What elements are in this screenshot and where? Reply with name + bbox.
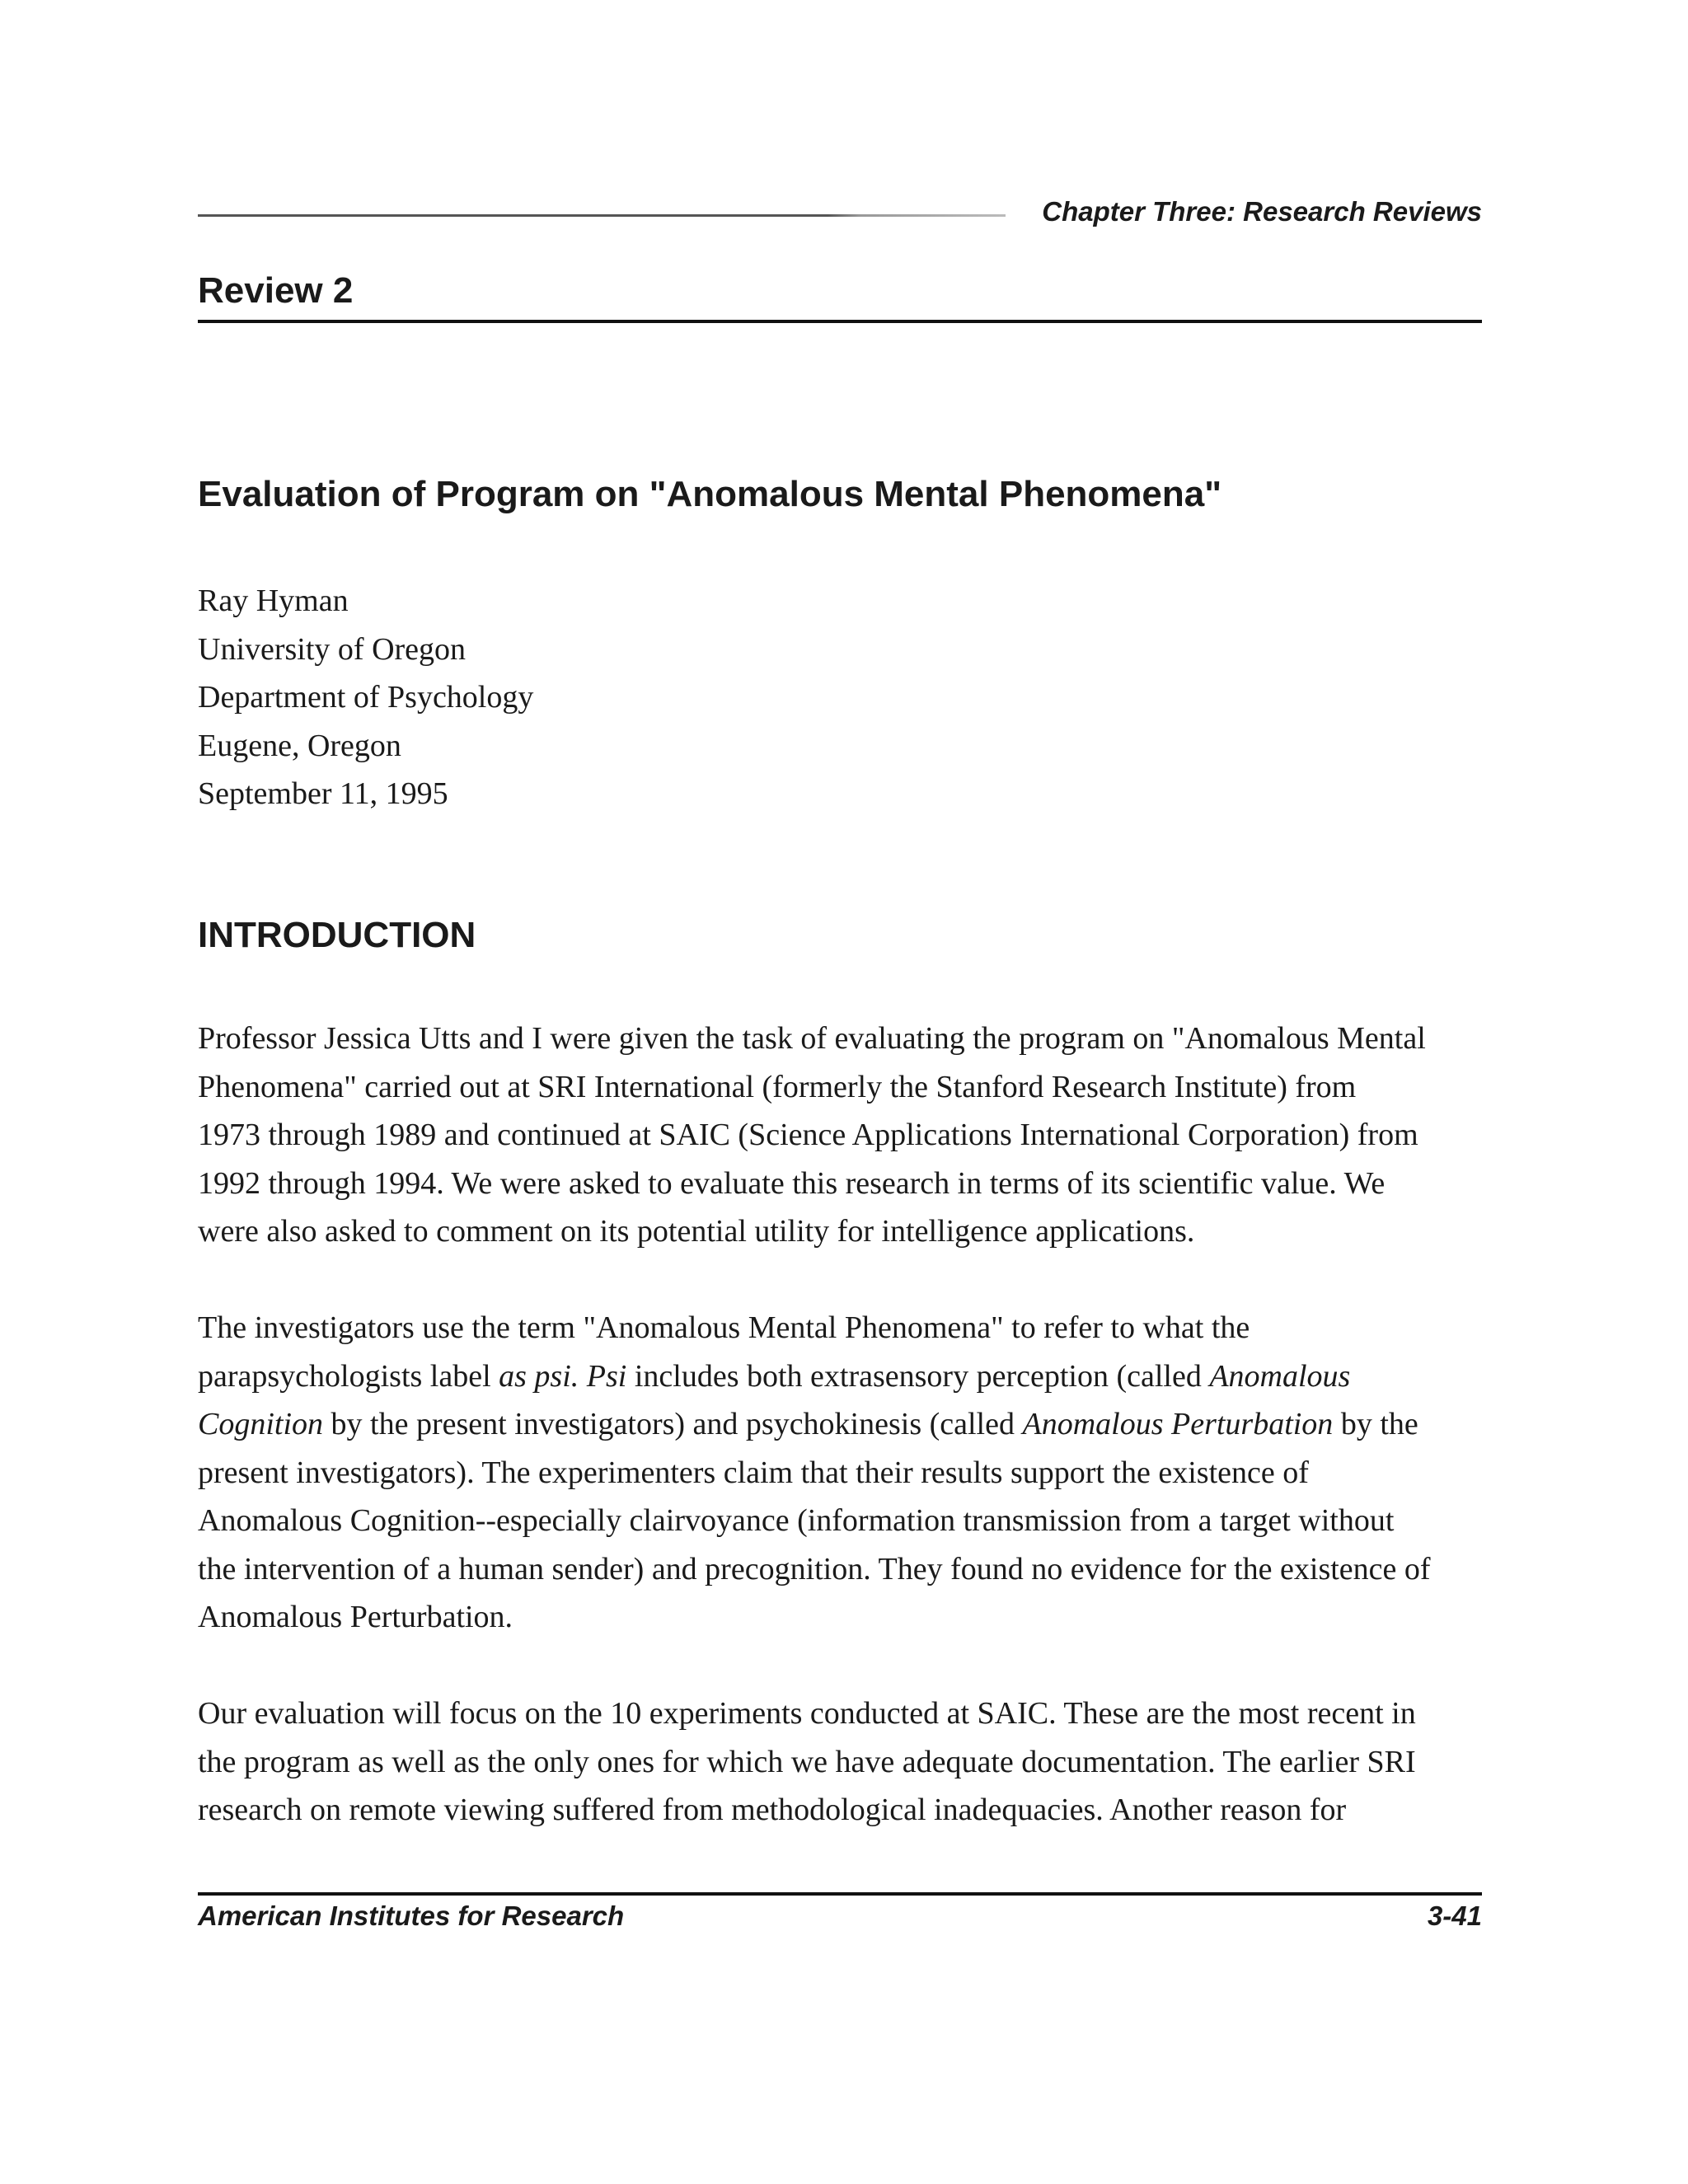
author-block — [198, 577, 533, 818]
text-run: by the present investigators) and psychokinesis (called — [323, 1407, 1023, 1441]
text-run: parapsychologists label — [198, 1358, 499, 1394]
document-date: September 11, 1995 — [198, 776, 448, 811]
page-number: 3-41 — [1427, 1900, 1482, 1931]
text-line: 1973 through 1989 and continued at SAIC (Science Applications International Corporation) from — [198, 1118, 1418, 1152]
text-line: Professor Jessica Utts and I were given the task of evaluating the program on "Anomalous Mental — [198, 1021, 1426, 1056]
text-line: the program as well as the only ones for which we have adequate documentation. The earlier SRI — [198, 1744, 1416, 1779]
text-line: 1992 through 1994. We were asked to evaluate this research in terms of its scientific value. We — [198, 1165, 1386, 1201]
review-title: Review 2 — [198, 270, 354, 311]
text-line: research on remote viewing suffered from methodological inadequacies. Another reason for — [198, 1793, 1347, 1827]
text-run: by the — [1333, 1407, 1418, 1441]
text-line: Anomalous Cognition--especially clairvoyance (information transmission from a target without — [198, 1503, 1395, 1538]
text-line — [198, 1352, 1484, 1401]
text-line — [198, 1400, 1484, 1449]
italic-term: as psi. Psi — [499, 1358, 627, 1394]
review-title-rule — [198, 320, 1482, 323]
footer-rule — [198, 1892, 1482, 1896]
paragraph-2 — [198, 1304, 1484, 1642]
text-line: The investigators use the term "Anomalous Mental Phenomena" to refer to what the — [198, 1310, 1250, 1345]
text-run: includes both extrasensory perception (called — [626, 1358, 1210, 1394]
text-line: Phenomena" carried out at SRI International (formerly the Stanford Research Institute) from — [198, 1069, 1357, 1104]
italic-term: Anomalous — [1209, 1358, 1351, 1394]
section-heading: INTRODUCTION — [198, 915, 476, 955]
paragraph-3 — [198, 1690, 1484, 1835]
document-title: Evaluation of Program on "Anomalous Mental Phenomena" — [198, 474, 1222, 514]
author-name: Ray Hyman — [198, 583, 349, 618]
italic-term: Cognition — [198, 1407, 324, 1441]
footer-publisher: American Institutes for Research — [198, 1900, 625, 1931]
paragraph-1 — [198, 1015, 1484, 1256]
author-location: Eugene, Oregon — [198, 728, 401, 763]
text-line: present investigators). The experimenters claim that their results support the existence of — [198, 1455, 1309, 1490]
text-line: the intervention of a human sender) and precognition. They found no evidence for the existence of — [198, 1551, 1431, 1586]
text-line: were also asked to comment on its potential utility for intelligence applications. — [198, 1214, 1195, 1249]
text-line: Our evaluation will focus on the 10 experiments conducted at SAIC. These are the most recent in — [198, 1696, 1416, 1731]
running-head: Chapter Three: Research Reviews — [1042, 196, 1482, 227]
text-line: Anomalous Perturbation. — [198, 1600, 513, 1634]
header-rule — [198, 214, 1006, 217]
author-department: Department of Psychology — [198, 680, 534, 715]
italic-term: Anomalous Perturbation — [1022, 1407, 1334, 1441]
author-institution: University of Oregon — [198, 631, 467, 667]
